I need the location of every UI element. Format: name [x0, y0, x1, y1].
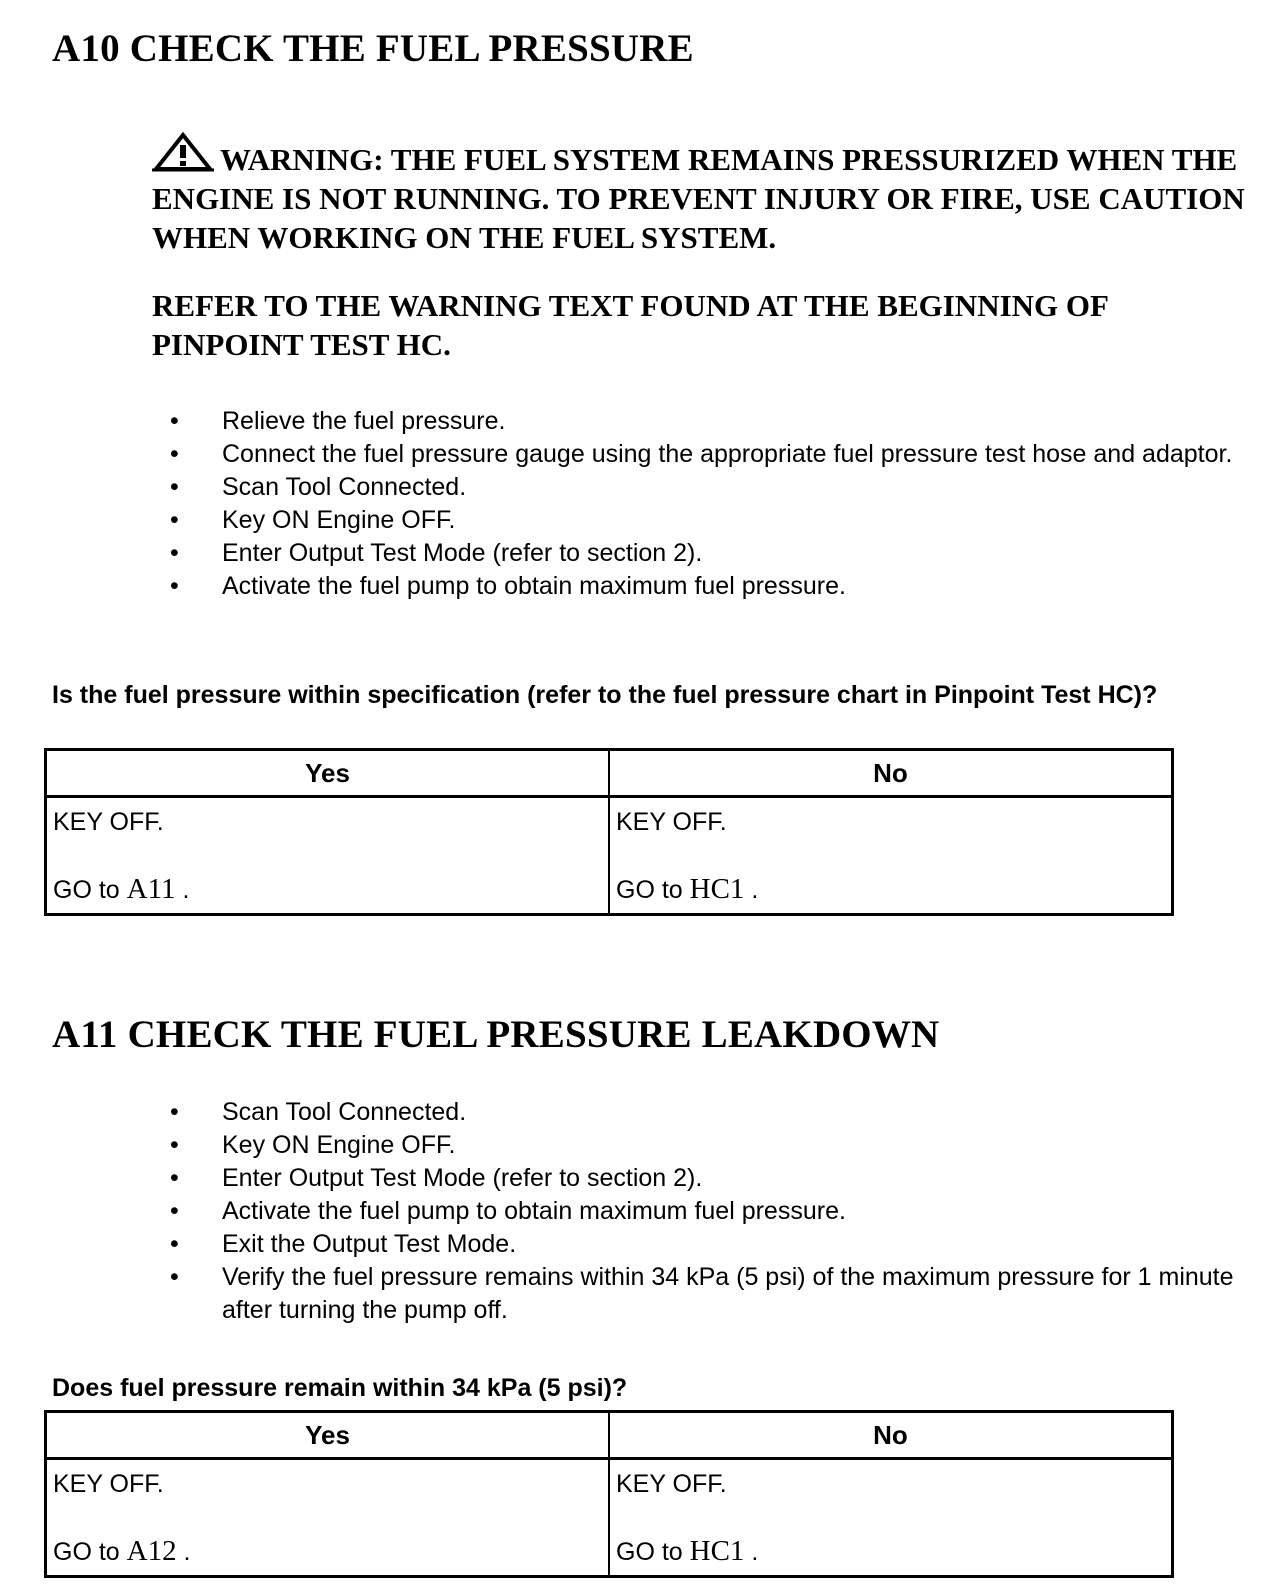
no-cell: [609, 1459, 1173, 1577]
bullet-icon: •: [170, 1197, 179, 1225]
bullet-icon: •: [170, 1230, 179, 1258]
bullet-icon: •: [170, 440, 179, 468]
list-item: • Activate the fuel pump to obtain maximum fuel pressure.: [160, 570, 1250, 603]
section-title-a10: A10 CHECK THE FUEL PRESSURE: [52, 27, 694, 70]
list-item: • Scan Tool Connected.: [160, 1096, 1250, 1129]
yes-cell: [46, 1459, 610, 1577]
goto-link-hc1[interactable]: HC1: [689, 1535, 745, 1567]
no-goto: GO to HC1 .: [616, 1535, 759, 1567]
bullet-icon: •: [170, 1131, 179, 1159]
yes-cell: [46, 797, 610, 915]
a11-step-list: [160, 1096, 1250, 1327]
bullet-icon: •: [170, 407, 179, 435]
list-item: • Activate the fuel pump to obtain maximum fuel pressure.: [160, 1195, 1250, 1228]
list-item: • Enter Output Test Mode (refer to section 2).: [160, 1162, 1250, 1195]
no-header: No: [609, 750, 1173, 797]
no-goto: GO to HC1 .: [616, 873, 759, 905]
goto-link-a12[interactable]: A12: [126, 1535, 177, 1567]
warning-message: WARNING: THE FUEL SYSTEM REMAINS PRESSURIZED WHEN THE ENGINE IS NOT RUNNING. TO PREVENT INJURY OR FIRE, USE CAUTION WHEN WORKING ON THE FUEL SYSTEM.: [152, 142, 1245, 255]
warning-triangle-icon: [152, 132, 214, 172]
bullet-icon: •: [170, 1098, 179, 1126]
yes-action: KEY OFF.: [53, 808, 164, 836]
no-action: KEY OFF.: [616, 1470, 727, 1498]
a10-result-table: [44, 748, 1174, 916]
list-item: • Key ON Engine OFF.: [160, 1129, 1250, 1162]
yes-action: KEY OFF.: [53, 1470, 164, 1498]
bullet-icon: •: [170, 1263, 179, 1291]
list-item: • Exit the Output Test Mode.: [160, 1228, 1250, 1261]
bullet-icon: •: [170, 572, 179, 600]
yes-goto: GO to A12 .: [53, 1535, 191, 1567]
bullet-icon: •: [170, 506, 179, 534]
list-item: • Scan Tool Connected.: [160, 471, 1250, 504]
list-item: • Key ON Engine OFF.: [160, 504, 1250, 537]
list-item: • Enter Output Test Mode (refer to section 2).: [160, 537, 1250, 570]
bullet-icon: •: [170, 473, 179, 501]
list-item: • Verify the fuel pressure remains within 34 kPa (5 psi) of the maximum pressure for 1 minute after turning the pump off.: [170, 1263, 1234, 1324]
a11-result-table: [44, 1410, 1174, 1578]
bullet-icon: •: [170, 1164, 179, 1192]
goto-link-a11[interactable]: A11: [126, 873, 176, 905]
a10-question: Is the fuel pressure within specification (refer to the fuel pressure chart in Pinpoint Test HC)?: [52, 681, 1158, 709]
no-cell: [609, 797, 1173, 915]
refer-text: REFER TO THE WARNING TEXT FOUND AT THE BEGINNING OF PINPOINT TEST HC.: [152, 288, 1108, 362]
a10-step-list: [160, 405, 1250, 603]
no-header: No: [609, 1412, 1173, 1459]
bullet-icon: •: [170, 539, 179, 567]
section-title-a11: A11 CHECK THE FUEL PRESSURE LEAKDOWN: [52, 1013, 940, 1056]
a11-question: Does fuel pressure remain within 34 kPa (5 psi)?: [52, 1374, 628, 1402]
yes-header: Yes: [46, 750, 610, 797]
yes-goto: GO to A11 .: [53, 873, 190, 905]
list-item: • Relieve the fuel pressure.: [160, 405, 1250, 438]
goto-link-hc1[interactable]: HC1: [689, 873, 745, 905]
yes-header: Yes: [46, 1412, 610, 1459]
no-action: KEY OFF.: [616, 808, 727, 836]
warning-text: [152, 132, 1262, 257]
list-item: • Connect the fuel pressure gauge using the appropriate fuel pressure test hose and adaptor.: [160, 438, 1250, 471]
